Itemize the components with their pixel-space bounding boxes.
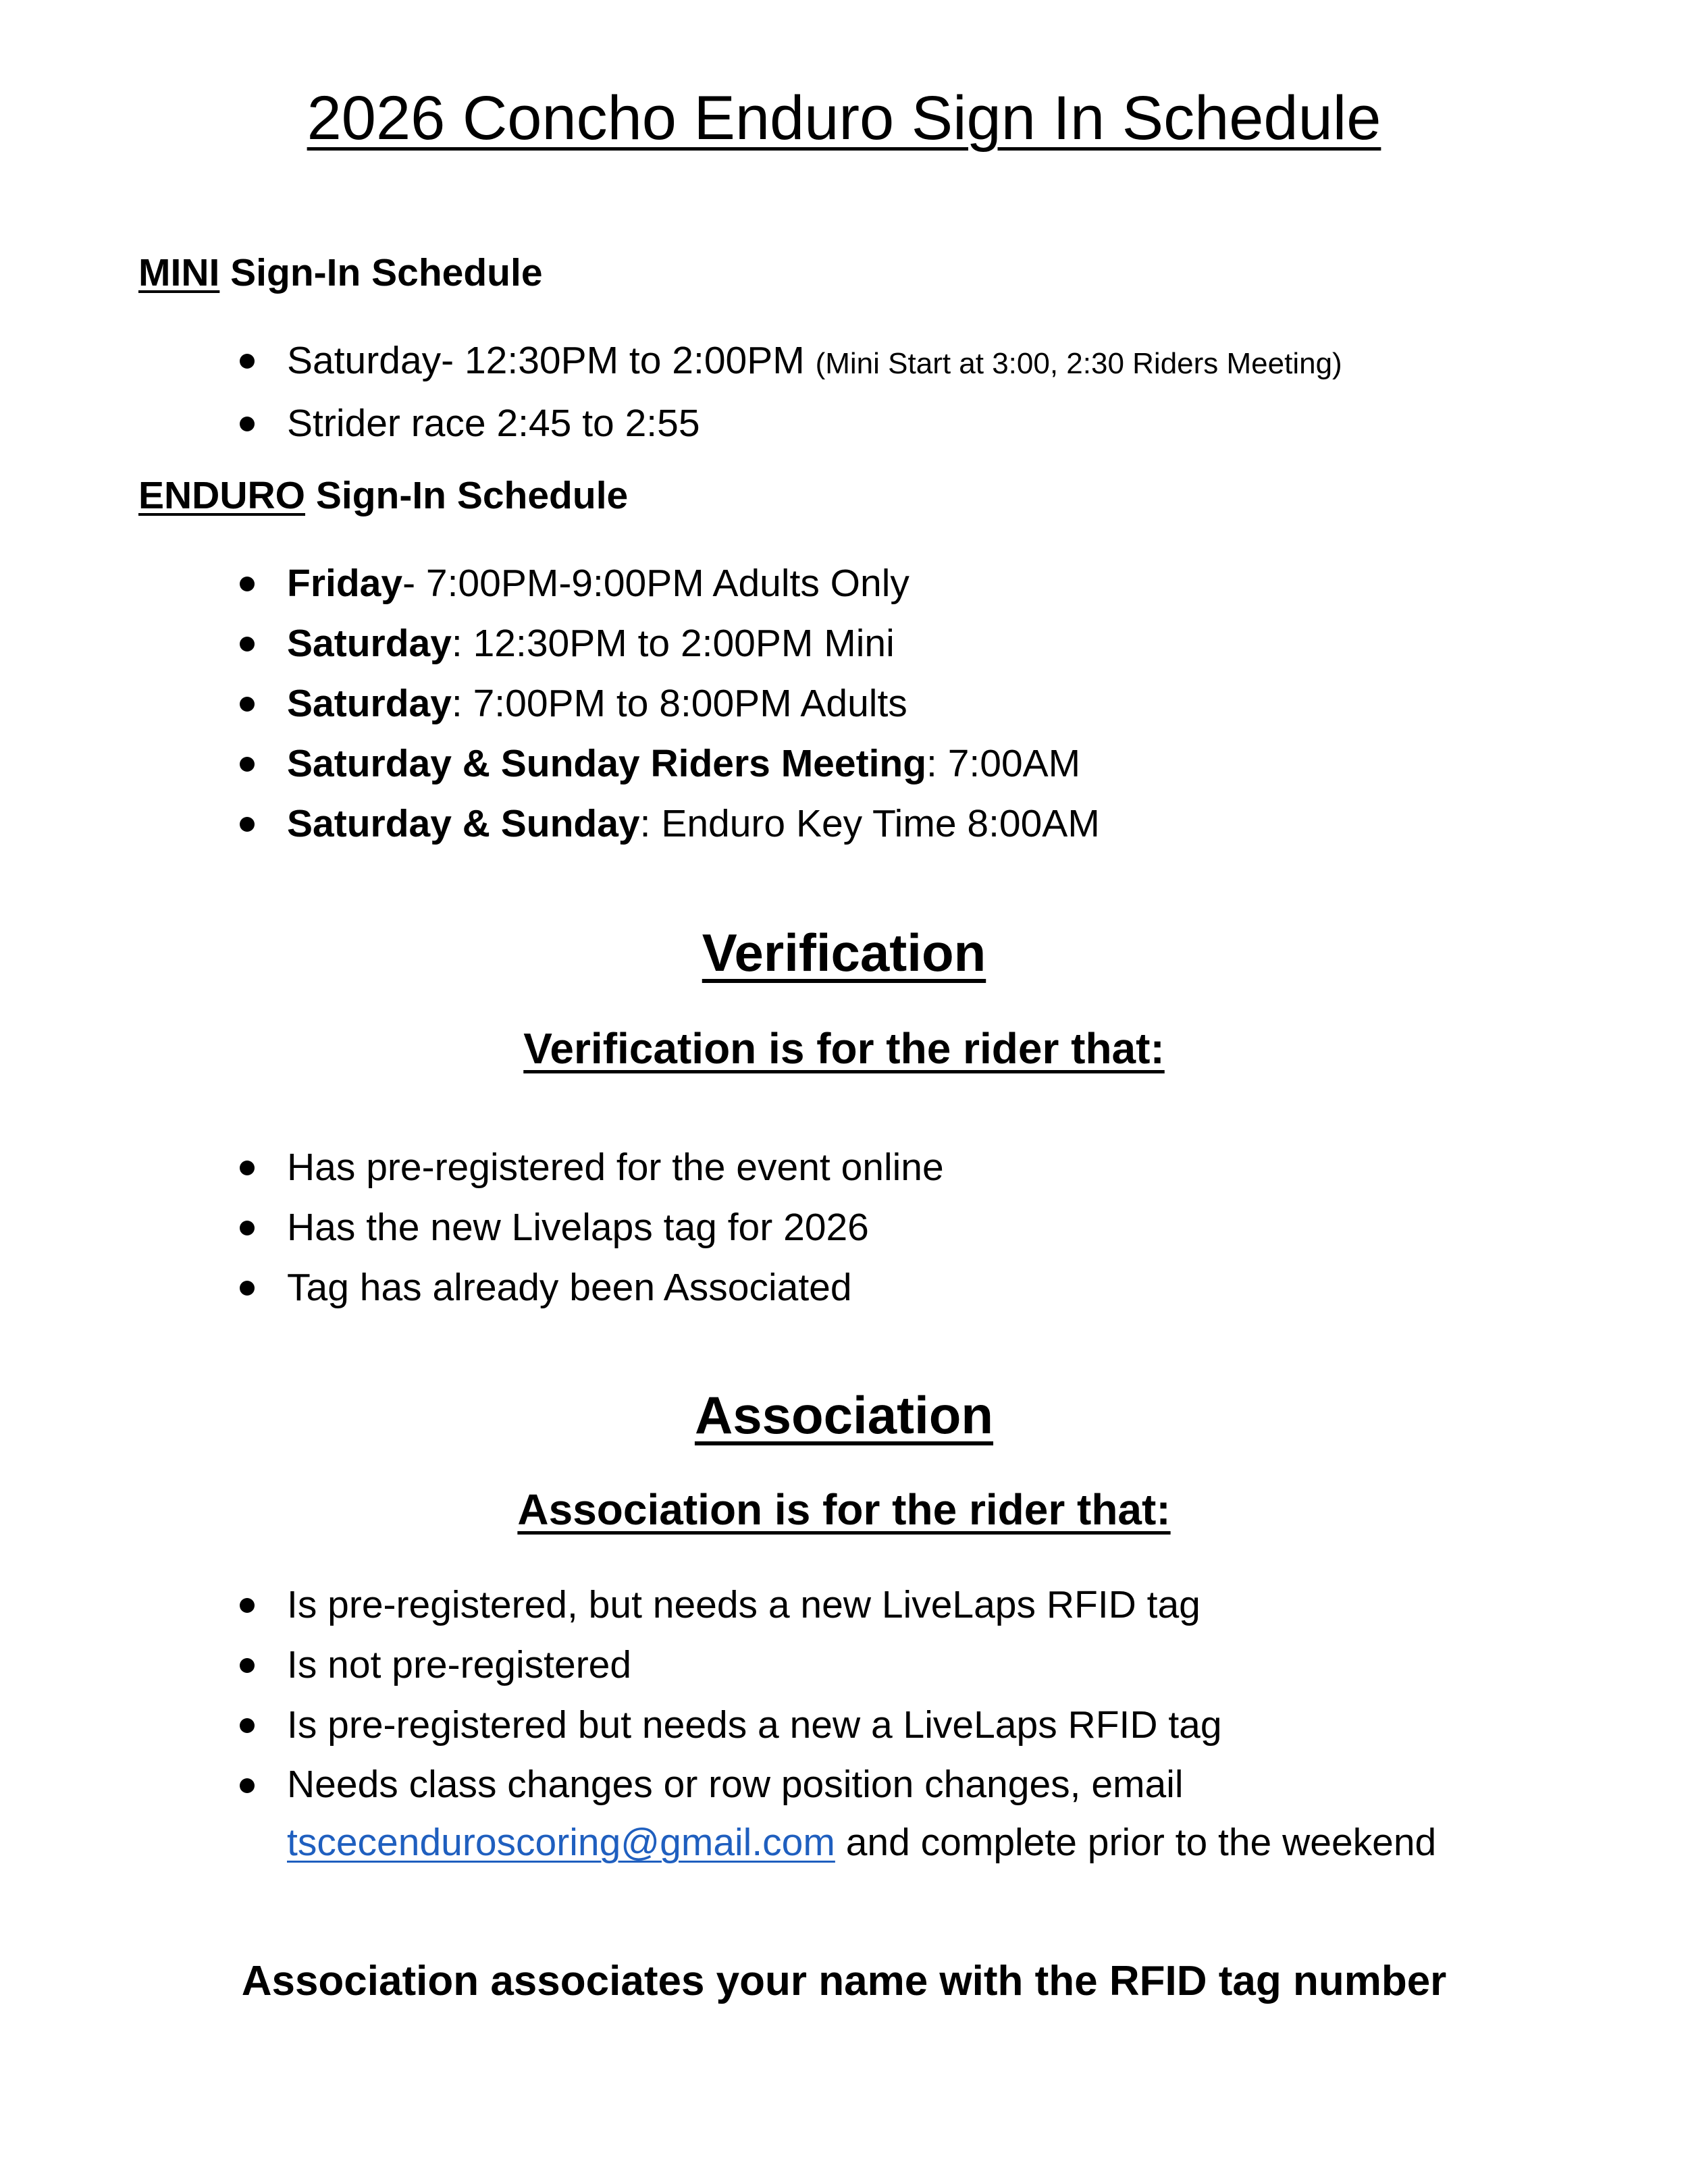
association-footer-note: Association associates your name with the RFID tag number	[241, 1958, 1447, 2004]
enduro-heading-rest: Sign-In Schedule	[305, 474, 629, 517]
list-item: Saturday & Sunday: Enduro Key Time 8:00AM	[0, 794, 1688, 854]
verification-heading: Verification	[702, 923, 986, 982]
list-item: Saturday- 12:30PM to 2:00PM (Mini Start at 3:00, 2:30 Riders Meeting)	[0, 331, 1688, 394]
list-item: Saturday: 12:30PM to 2:00PM Mini	[0, 614, 1688, 674]
list-item: Has the new Livelaps tag for 2026	[0, 1198, 1688, 1258]
page-title: 2026 Concho Enduro Sign In Schedule	[307, 84, 1381, 153]
enduro-section-heading	[138, 473, 628, 518]
mini-start-note: (Mini Start at 3:00, 2:30 Riders Meeting)	[815, 347, 1342, 380]
list-item: Strider race 2:45 to 2:55	[0, 394, 1688, 454]
mini-heading-rest: Sign-In Schedule	[219, 251, 543, 294]
enduro-schedule-list	[0, 554, 1688, 854]
list-item: Is pre-registered, but needs a new LiveLaps RFID tag	[0, 1575, 1688, 1635]
list-item: Needs class changes or row position changes, email tscecenduroscoring@gmail.com and complete prior to the weekend	[0, 1755, 1570, 1871]
enduro-heading-word: ENDURO	[138, 474, 306, 517]
list-item: Is pre-registered but needs a new a LiveLaps RFID tag	[0, 1695, 1688, 1755]
list-item: Saturday: 7:00PM to 8:00PM Adults	[0, 674, 1688, 734]
list-item: Saturday & Sunday Riders Meeting: 7:00AM	[0, 734, 1688, 794]
verification-list	[0, 1138, 1688, 1318]
association-subheading: Association is for the rider that:	[517, 1485, 1171, 1534]
list-item: Friday- 7:00PM-9:00PM Adults Only	[0, 554, 1688, 614]
mini-heading-word: MINI	[138, 251, 220, 294]
list-item: Tag has already been Associated	[0, 1258, 1688, 1318]
list-item: Has pre-registered for the event online	[0, 1138, 1688, 1198]
mini-section-heading	[138, 250, 543, 296]
verification-subheading: Verification is for the rider that:	[523, 1024, 1165, 1073]
association-list	[0, 1575, 1688, 1871]
mini-schedule-list	[0, 331, 1688, 454]
association-heading: Association	[694, 1385, 994, 1445]
scoring-email-link[interactable]: tscecenduroscoring@gmail.com	[287, 1821, 835, 1864]
list-item: Is not pre-registered	[0, 1635, 1688, 1695]
